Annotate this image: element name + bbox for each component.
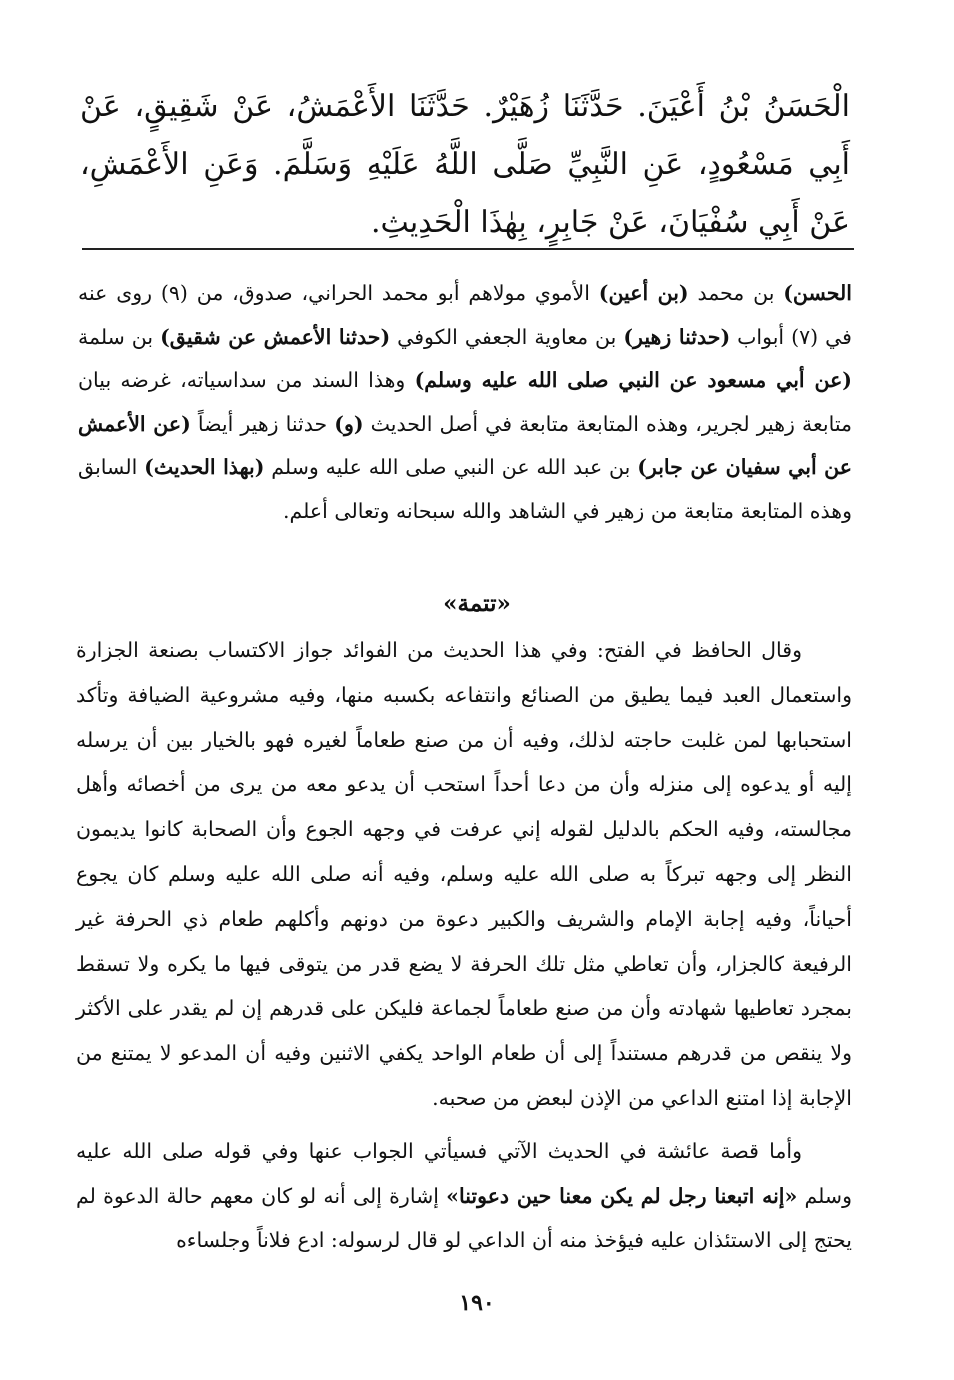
- section-heading: «تتمة»: [443, 590, 511, 617]
- text-fragment: بن معاوية الجعفي الكوفي: [390, 324, 624, 349]
- text-fragment: بن محمد: [688, 281, 784, 305]
- bold-fragment: (بن أعين): [598, 281, 689, 305]
- bold-fragment: (عن الأعمش عن أبي سفيان عن جابر): [78, 411, 852, 479]
- fath-commentary: [76, 628, 852, 1263]
- bold-fragment: (حدثنا الأعمش عن شقيق): [160, 324, 391, 349]
- text-fragment: الأموي مولاهم أبو محمد الحراني، صدوق، من (٩) روى عنه في (٧) أبواب: [78, 281, 852, 349]
- page-number: ١٩٠: [459, 1290, 495, 1316]
- text-fragment: السابق وهذه المتابعة متابعة من زهير في الشاهد والله سبحانه وتعالى أعلم.: [78, 455, 852, 523]
- text-fragment: وهذا السند من سداسياته، غرضه بيان متابعة زهير لجرير، وهذه المتابعة متابعة في أصل الحديث: [78, 368, 852, 436]
- paragraph: [76, 1129, 852, 1263]
- text-fragment: وأما قصة عائشة في الحديث الآتي فسيأتي الجواب عنها وفي قوله صلى الله عليه وسلم: [76, 1138, 853, 1208]
- bold-fragment: (عن أبي مسعود عن النبي صلى الله عليه وسلم): [414, 368, 853, 392]
- hadith-text: الْحَسَنُ بْنُ أَعْيَنَ. حَدَّثَنَا زُهَيْرٌ. حَدَّثَنَا الأَعْمَشُ، عَنْ شَقِيقٍ، عَنْ أَبِي مَسْعُودٍ، عَنِ النَّبِيِّ صَلَّى اللَّهُ عَلَيْهِ وَسَلَّمَ. وَعَنِ الأَعْمَشِ، عَنْ أَبِي سُفْيَانَ، عَنْ جَابِرٍ، بِهٰذَا الْحَدِيثِ.: [80, 89, 850, 240]
- text-fragment: إشارة إلى أنه لو كان معهم حالة الدعوة لم يحتج إلى الاستئذان عليه فيؤخذ منه أن الداعي لو قال لرسوله: ادع فلاناً وجلساءه: [76, 1183, 852, 1253]
- text-fragment: بن عبد الله عن النبي صلى الله عليه وسلم: [264, 455, 638, 479]
- text-fragment: حدثنا زهير أيضاً: [190, 411, 335, 436]
- bold-fragment: (و): [334, 411, 364, 436]
- commentary-paragraph: [78, 272, 852, 533]
- bold-fragment: (بهذا الحديث): [144, 455, 265, 479]
- bold-fragment: الحسن): [783, 281, 852, 305]
- text-fragment: بن سلمة: [78, 324, 161, 349]
- footnote-divider: [82, 248, 854, 250]
- paragraph: وقال الحافظ في الفتح: وفي هذا الحديث من الفوائد جواز الاكتساب بصنعة الجزارة واستعمال العبد فيما يطيق من الصنائع وانتفاعه بكسبه منها، وفيه مشروعية الضيافة وتأكد استحبابها لمن غلبت حاجته لذلك، وفيه أن من صنع طعاماً لغيره فهو بالخيار بين أن يرسله إليه أو يدعوه إلى منزله وأن من دعا أحداً استحب أن يدعو معه من يرى من أخصائه وأهل مجالسته، وفيه الحكم بالدليل لقوله إني عرفت في وجهه الجوع وأن الصحابة كانوا يديمون النظر إلى وجهه تبركاً به صلى الله عليه وسلم، وفيه أنه صلى الله عليه وسلم كان يجوع أحياناً، وفيه إجابة الإمام والشريف والكبير دعوة من دونهم وأكلهم طعام ذي الحرفة غير الرفيعة كالجزار، وأن تعاطي مثل تلك الحرفة لا يضع قدر من يتوقى فيها ما يكره ولا تسقط بمجرد تعاطيها شهادته وأن من صنع طعاماً لجماعة فليكن على قدرهم إن لم يقدر على الأكثر ولا ينقص من قدرهم مستنداً إلى أن طعام الواحد يكفي الاثنين وفيه أن المدعو لا يمتنع من الإجابة إذا امتنع الداعي من الإذن لبعض من صحبه.: [76, 638, 852, 1110]
- bold-fragment: «إنه اتبعنا رجل لم يكن معنا حين دعوتنا»: [446, 1183, 798, 1208]
- bold-fragment: (حدثنا زهير): [623, 324, 731, 349]
